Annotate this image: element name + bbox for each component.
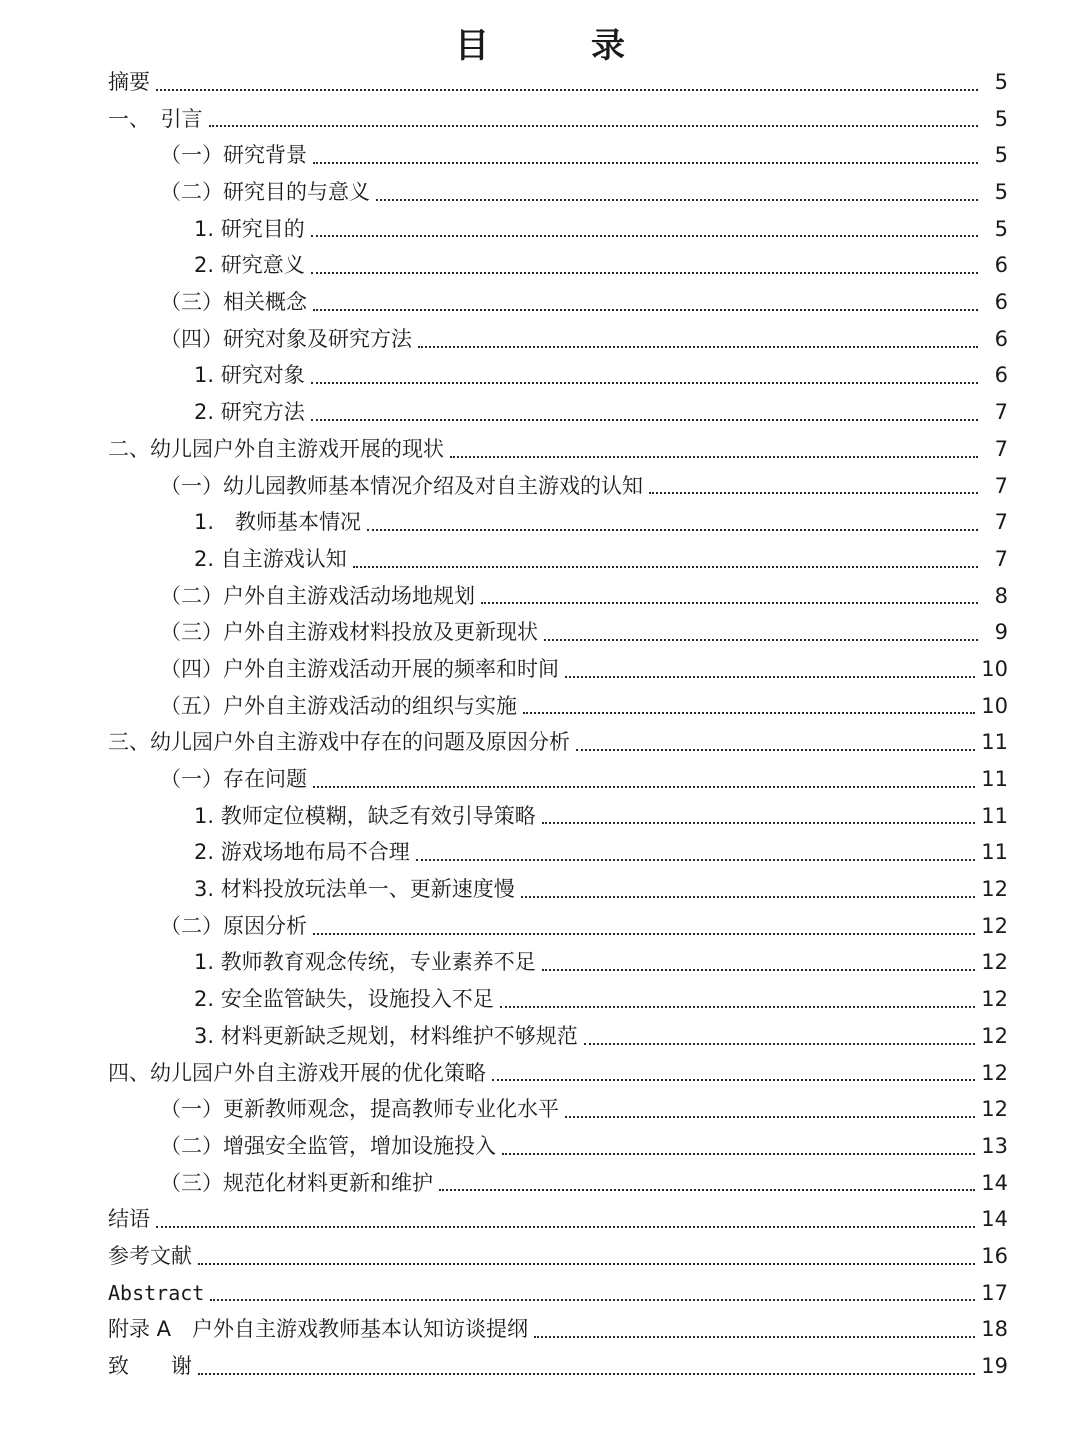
toc-entry[interactable] <box>108 908 1008 945</box>
toc-entry-page: 12 <box>981 1097 1008 1122</box>
toc-entry-label: （二）户外自主游戏活动场地规划 <box>160 583 475 608</box>
toc-entry-label: Abstract <box>108 1280 205 1305</box>
toc-entry-page: 9 <box>994 620 1008 645</box>
toc-leader-dots <box>313 309 978 311</box>
toc-leader-dots <box>565 676 975 678</box>
toc-entry-page: 11 <box>981 803 1008 828</box>
toc-entry-label: （四）研究对象及研究方法 <box>160 326 412 351</box>
toc-entry-page: 16 <box>981 1243 1008 1268</box>
toc-entry-label: （五）户外自主游戏活动的组织与实施 <box>160 693 517 718</box>
table-of-contents <box>108 64 1008 1385</box>
toc-entry[interactable] <box>108 174 1008 211</box>
toc-leader-dots <box>311 419 978 421</box>
toc-leader-dots <box>481 602 978 604</box>
toc-entry[interactable] <box>108 321 1008 358</box>
toc-leader-dots <box>311 235 978 237</box>
toc-entry-label: 3. 材料投放玩法单一、更新速度慢 <box>194 877 515 902</box>
toc-entry-page: 7 <box>994 400 1008 425</box>
toc-entry-page: 10 <box>981 693 1008 718</box>
toc-entry[interactable] <box>108 394 1008 431</box>
toc-leader-dots <box>534 1336 975 1338</box>
toc-entry-page: 6 <box>994 290 1008 315</box>
toc-entry-label: 三、幼儿园户外自主游戏中存在的问题及原因分析 <box>108 730 570 755</box>
toc-leader-dots <box>502 1153 975 1155</box>
toc-leader-dots <box>418 346 978 348</box>
toc-leader-dots <box>542 969 976 971</box>
toc-entry-page: 10 <box>981 656 1008 681</box>
toc-entry[interactable] <box>108 1128 1008 1165</box>
toc-leader-dots <box>565 1116 975 1118</box>
toc-entry-label: 2. 研究意义 <box>194 253 305 278</box>
toc-leader-dots <box>156 1226 975 1228</box>
toc-entry[interactable] <box>108 1165 1008 1202</box>
toc-entry[interactable] <box>108 247 1008 284</box>
toc-entry-page: 12 <box>981 1023 1008 1048</box>
toc-entry-page: 7 <box>994 546 1008 571</box>
toc-leader-dots <box>313 933 975 935</box>
toc-entry-label: 四、幼儿园户外自主游戏开展的优化策略 <box>108 1060 486 1085</box>
toc-leader-dots <box>313 786 975 788</box>
toc-entry-label: 1. 研究目的 <box>194 216 305 241</box>
toc-entry-label: （四）户外自主游戏活动开展的频率和时间 <box>160 656 559 681</box>
toc-leader-dots <box>353 566 978 568</box>
toc-entry[interactable] <box>108 358 1008 395</box>
toc-entry[interactable] <box>108 64 1008 101</box>
toc-entry-page: 11 <box>981 730 1008 755</box>
toc-leader-dots <box>376 199 978 201</box>
toc-entry[interactable] <box>108 541 1008 578</box>
toc-entry[interactable] <box>108 1238 1008 1275</box>
toc-entry-page: 5 <box>994 106 1008 131</box>
toc-entry[interactable] <box>108 578 1008 615</box>
toc-leader-dots <box>523 712 975 714</box>
toc-entry[interactable] <box>108 724 1008 761</box>
toc-entry-page: 6 <box>994 253 1008 278</box>
toc-entry[interactable] <box>108 1091 1008 1128</box>
toc-entry-page: 17 <box>981 1280 1008 1305</box>
toc-entry[interactable] <box>108 688 1008 725</box>
toc-entry-page: 7 <box>994 436 1008 461</box>
toc-entry-page: 5 <box>994 69 1008 94</box>
toc-entry-page: 6 <box>994 363 1008 388</box>
toc-leader-dots <box>313 162 978 164</box>
toc-entry-label: 1. 教师定位模糊，缺乏有效引导策略 <box>194 803 536 828</box>
toc-entry[interactable] <box>108 981 1008 1018</box>
toc-entry-label: （一）幼儿园教师基本情况介绍及对自主游戏的认知 <box>160 473 643 498</box>
toc-leader-dots <box>450 456 978 458</box>
toc-entry[interactable] <box>108 761 1008 798</box>
toc-entry-label: 2. 研究方法 <box>194 400 305 425</box>
toc-leader-dots <box>521 896 976 898</box>
toc-entry[interactable] <box>108 211 1008 248</box>
toc-entry-page: 12 <box>981 1060 1008 1085</box>
toc-entry[interactable] <box>108 137 1008 174</box>
toc-entry[interactable] <box>108 431 1008 468</box>
toc-entry-page: 12 <box>981 913 1008 938</box>
toc-entry[interactable] <box>108 1201 1008 1238</box>
toc-entry[interactable] <box>108 1348 1008 1385</box>
toc-entry-page: 14 <box>981 1170 1008 1195</box>
toc-leader-dots <box>649 492 978 494</box>
toc-entry-label: 二、幼儿园户外自主游戏开展的现状 <box>108 436 444 461</box>
toc-entry[interactable] <box>108 1311 1008 1348</box>
toc-entry-page: 7 <box>994 510 1008 535</box>
toc-entry[interactable] <box>108 1055 1008 1092</box>
toc-entry[interactable] <box>108 834 1008 871</box>
toc-entry-label: （二）研究目的与意义 <box>160 180 370 205</box>
toc-leader-dots <box>209 125 979 127</box>
toc-entry-page: 14 <box>981 1207 1008 1232</box>
toc-entry-page: 6 <box>994 326 1008 351</box>
toc-entry[interactable] <box>108 1275 1008 1312</box>
toc-entry-page: 8 <box>994 583 1008 608</box>
toc-entry-page: 18 <box>981 1317 1008 1342</box>
toc-entry-page: 5 <box>994 216 1008 241</box>
toc-entry-label: （三）户外自主游戏材料投放及更新现状 <box>160 620 538 645</box>
toc-entry[interactable] <box>108 945 1008 982</box>
toc-leader-dots <box>439 1189 975 1191</box>
toc-entry-label: 1. 教师教育观念传统，专业素养不足 <box>194 950 536 975</box>
toc-leader-dots <box>492 1079 975 1081</box>
toc-entry[interactable] <box>108 284 1008 321</box>
toc-entry-label: 摘要 <box>108 69 150 94</box>
toc-leader-dots <box>500 1006 976 1008</box>
toc-entry[interactable] <box>108 468 1008 505</box>
toc-entry-label: 3. 材料更新缺乏规划，材料维护不够规范 <box>194 1023 578 1048</box>
toc-leader-dots <box>311 382 978 384</box>
toc-entry-label: 参考文献 <box>108 1243 192 1268</box>
page-title: 目 录 <box>455 26 659 66</box>
toc-leader-dots <box>198 1373 975 1375</box>
toc-entry-label: （二）增强安全监管，增加设施投入 <box>160 1133 496 1158</box>
toc-leader-dots <box>210 1299 975 1301</box>
toc-entry-label: 2. 自主游戏认知 <box>194 546 347 571</box>
toc-entry[interactable] <box>108 101 1008 138</box>
toc-entry-label: （二）原因分析 <box>160 913 307 938</box>
toc-entry-page: 19 <box>981 1354 1008 1379</box>
toc-entry-page: 5 <box>994 143 1008 168</box>
toc-entry-label: 1. 教师基本情况 <box>194 510 362 535</box>
toc-leader-dots <box>584 1043 976 1045</box>
toc-entry-label: 1. 研究对象 <box>194 363 305 388</box>
toc-entry[interactable] <box>108 504 1008 541</box>
toc-entry[interactable] <box>108 871 1008 908</box>
toc-entry-page: 5 <box>994 180 1008 205</box>
toc-leader-dots <box>311 272 978 274</box>
toc-entry-label: （一）更新教师观念，提高教师专业化水平 <box>160 1097 559 1122</box>
toc-entry[interactable] <box>108 798 1008 835</box>
toc-entry-page: 11 <box>981 767 1008 792</box>
toc-entry-page: 12 <box>981 987 1008 1012</box>
toc-leader-dots <box>156 89 978 91</box>
toc-entry[interactable] <box>108 614 1008 651</box>
toc-entry-label: （一）存在问题 <box>160 767 307 792</box>
toc-entry-label: （一）研究背景 <box>160 143 307 168</box>
toc-entry-label: （三）相关概念 <box>160 290 307 315</box>
toc-entry-label: （三）规范化材料更新和维护 <box>160 1170 433 1195</box>
toc-entry-label: 2. 安全监管缺失，设施投入不足 <box>194 987 494 1012</box>
toc-entry-page: 7 <box>994 473 1008 498</box>
toc-leader-dots <box>544 639 978 641</box>
toc-entry[interactable] <box>108 651 1008 688</box>
toc-entry-label: 2. 游戏场地布局不合理 <box>194 840 410 865</box>
toc-entry[interactable] <box>108 1018 1008 1055</box>
toc-leader-dots <box>416 859 976 861</box>
toc-entry-page: 12 <box>981 950 1008 975</box>
toc-entry-label: 致 谢 <box>108 1354 192 1379</box>
toc-entry-page: 12 <box>981 877 1008 902</box>
toc-leader-dots <box>542 822 976 824</box>
toc-entry-label: 附录 A 户外自主游戏教师基本认知访谈提纲 <box>108 1317 529 1342</box>
toc-leader-dots <box>198 1263 975 1265</box>
toc-leader-dots <box>367 529 978 531</box>
toc-entry-label: 一、 引言 <box>108 106 203 131</box>
toc-entry-page: 13 <box>981 1133 1008 1158</box>
toc-leader-dots <box>576 749 975 751</box>
toc-entry-label: 结语 <box>108 1207 150 1232</box>
toc-entry-page: 11 <box>981 840 1008 865</box>
